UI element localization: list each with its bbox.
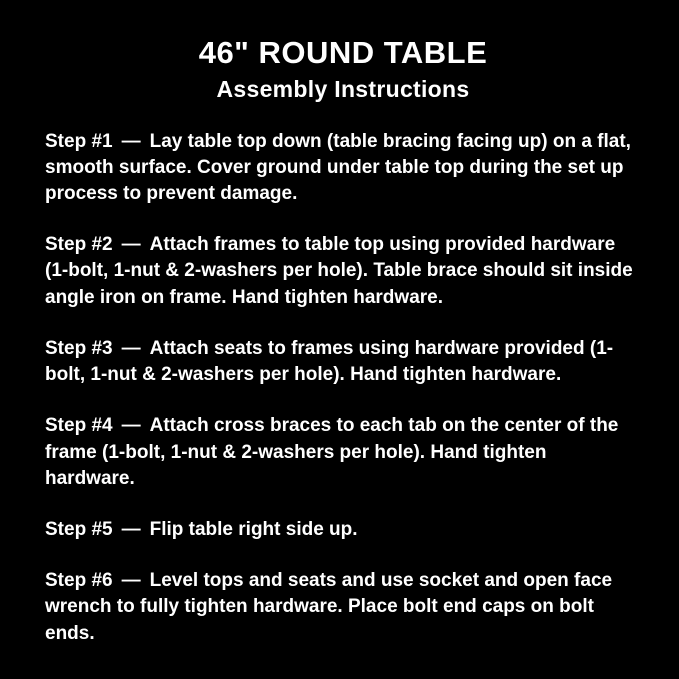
step-4-text: Attach cross braces to each tab on the center of the frame (1-bolt, 1-nut & 2-washers per hole). Hand tighten hardware. bbox=[45, 415, 619, 489]
step-3-label: Step #3 bbox=[45, 337, 113, 359]
step-3-dash: — bbox=[121, 337, 141, 359]
step-4 bbox=[45, 413, 641, 492]
step-6 bbox=[45, 568, 641, 647]
step-5-dash: — bbox=[121, 518, 141, 540]
step-6-label: Step #6 bbox=[45, 570, 113, 592]
step-2-label: Step #2 bbox=[45, 234, 113, 256]
step-3-text: Attach seats to frames using hardware provided (1-bolt, 1-nut & 2-washers per hole). Hand tighten hardware. bbox=[45, 337, 614, 386]
step-3 bbox=[45, 336, 641, 388]
step-6-dash: — bbox=[121, 570, 141, 592]
step-2 bbox=[45, 232, 641, 311]
step-1-text: Lay table top down (table bracing facing up) on a flat, smooth surface. Cover ground under table top during the set up process to prevent damage. bbox=[45, 130, 631, 204]
page-subtitle: Assembly Instructions bbox=[216, 76, 470, 103]
step-5 bbox=[45, 517, 641, 543]
step-4-dash: — bbox=[121, 415, 141, 437]
step-2-dash: — bbox=[121, 234, 141, 256]
step-1 bbox=[45, 129, 641, 208]
step-6-text: Level tops and seats and use socket and open face wrench to fully tighten hardware. Place bolt end caps on bolt ends. bbox=[45, 570, 613, 644]
step-1-dash: — bbox=[121, 130, 141, 152]
step-5-text: Flip table right side up. bbox=[149, 518, 358, 540]
page-title: 46" ROUND TABLE bbox=[198, 35, 488, 70]
step-1-label: Step #1 bbox=[45, 130, 113, 152]
step-4-label: Step #4 bbox=[45, 415, 113, 437]
step-5-label: Step #5 bbox=[45, 518, 113, 540]
steps-list bbox=[45, 129, 641, 647]
step-2-text: Attach frames to table top using provided hardware (1-bolt, 1-nut & 2-washers per hole). Table brace should sit inside angle iron on frame. Hand tighten hardware. bbox=[45, 234, 633, 308]
